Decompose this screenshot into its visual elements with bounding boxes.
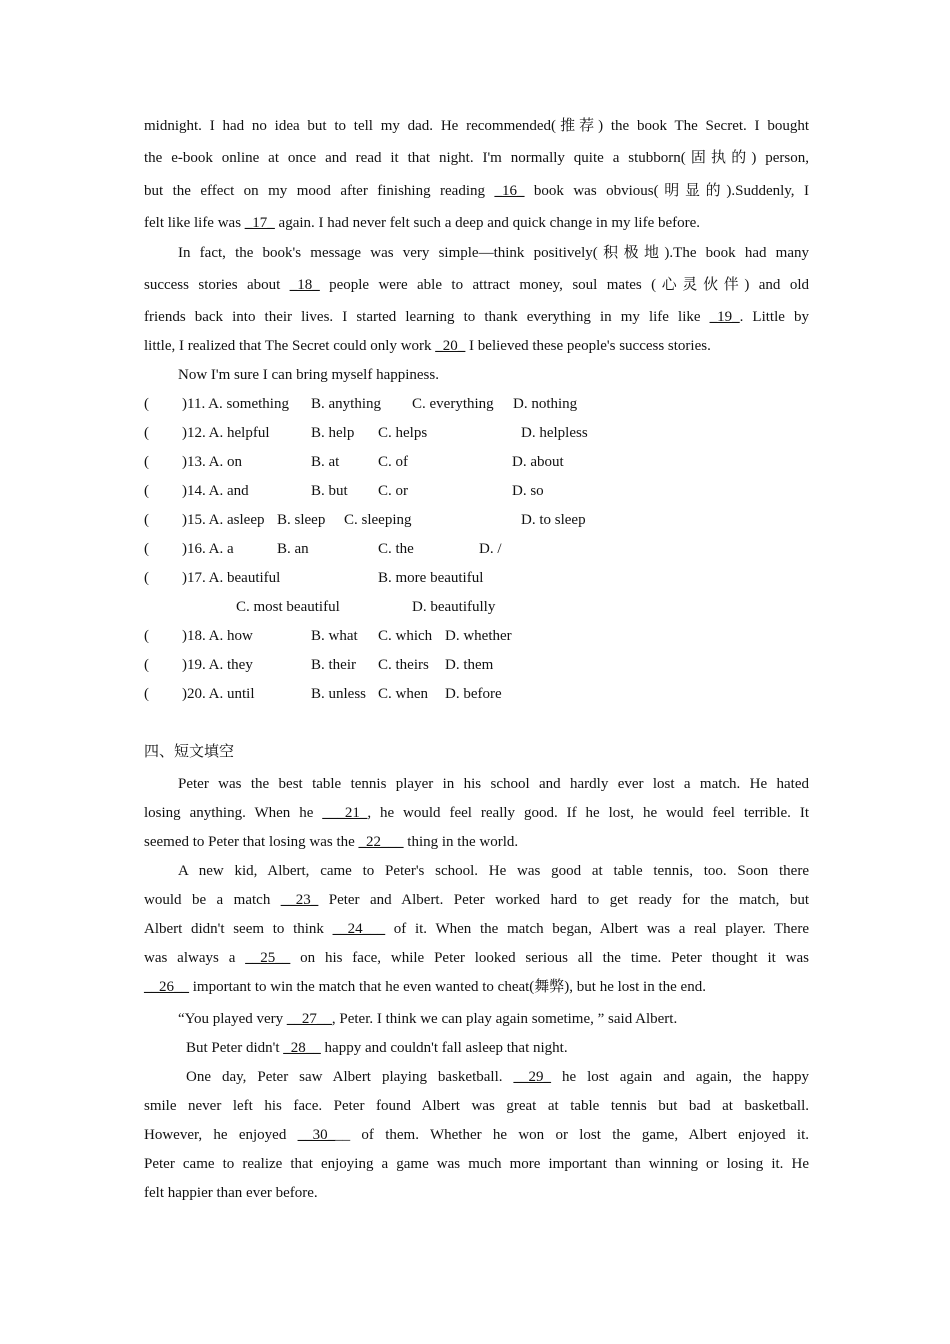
passage-line: midnight. I had no idea but to tell my dad. He recommended(推荐) the book The Secret. I bought <box>144 118 809 134</box>
passage-line: but the effect on my mood after finishing reading _16_ book was obvious(明显的).Suddenly, I <box>144 183 809 199</box>
passage-line: In fact, the book's message was very simple—think positively(积极地).The book had many <box>178 245 809 261</box>
blank-27: __27__ <box>286 1011 332 1027</box>
passage-line: felt happier than ever before. <box>144 1185 318 1201</box>
passage-line: success stories about _18_ people were able to attract money, soul mates (心灵伙伴) and old <box>144 277 809 293</box>
blank-19: _19_ <box>709 309 740 325</box>
blank-17: _17_ <box>244 215 275 231</box>
passage-line: “You played very __27__, Peter. I think we can play again sometime, ” said Albert. <box>178 1011 678 1027</box>
blank-26: __26__ <box>144 979 189 995</box>
passage-line: felt like life was _17_ again. I had never felt such a deep and quick change in my life before. <box>144 215 701 231</box>
blank-16: _16_ <box>494 183 525 199</box>
passage-line: smile never left his face. Peter found Albert was great at table tennis but bad at basketball. <box>144 1098 809 1114</box>
passage-line: was always a __25__ on his face, while Peter looked serious all the time. Peter thought it was <box>144 950 809 966</box>
blank-25: __25__ <box>245 950 291 966</box>
blank-18: _18_ <box>289 277 320 293</box>
passage-line: would be a match __23_ Peter and Albert. Peter worked hard to get ready for the match, but <box>144 892 810 908</box>
passage-line: the e-book online at once and read it that night. I'm normally quite a stubborn(固执的) person, <box>144 150 809 166</box>
passage-line: Peter was the best table tennis player in his school and hardly ever lost a match. He hated <box>178 776 809 792</box>
passage-line: A new kid, Albert, came to Peter's school. He was good at table tennis, too. Soon there <box>178 863 809 879</box>
blank-23: __23_ <box>280 892 319 908</box>
passage-line: __26__ important to win the match that he even wanted to cheat(舞弊), but he lost in the end. <box>144 979 706 995</box>
blank-21: ___21_ <box>322 805 368 821</box>
passage-line: seemed to Peter that losing was the _22___ thing in the world. <box>144 834 519 850</box>
blank-28: _28__ <box>283 1040 321 1056</box>
passage-line: However, he enjoyed __30___ of them. Whether he won or lost the game, Albert enjoyed it. <box>144 1127 809 1143</box>
section-heading: 四、短文填空 <box>144 744 235 760</box>
passage-line: Peter came to realize that enjoying a game was much more important than winning or losing it. He <box>144 1156 809 1172</box>
passage-line: One day, Peter saw Albert playing basketball. __29_ he lost again and again, the happy <box>186 1069 809 1085</box>
passage-line: Albert didn't seem to think __24___ of it. When the match began, Albert was a real player. There <box>144 921 809 937</box>
blank-22: _22___ <box>358 834 404 850</box>
passage-line: losing anything. When he ___21_, he would feel really good. If he lost, he would feel terrible. It <box>144 805 809 821</box>
passage-line: little, I realized that The Secret could only work _20_ I believed these people's success stories. <box>144 338 711 354</box>
passage-line: Now I'm sure I can bring myself happiness. <box>178 367 439 383</box>
blank-29: __29_ <box>513 1069 551 1085</box>
blank-24: __24___ <box>332 921 386 937</box>
blank-20: _20_ <box>435 338 466 354</box>
passage-line: friends back into their lives. I started learning to thank everything in my life like _19_. Little by <box>144 309 809 325</box>
blank-30: __30_ <box>297 1127 336 1143</box>
passage-line: But Peter didn't _28__ happy and couldn't fall asleep that night. <box>186 1040 568 1056</box>
